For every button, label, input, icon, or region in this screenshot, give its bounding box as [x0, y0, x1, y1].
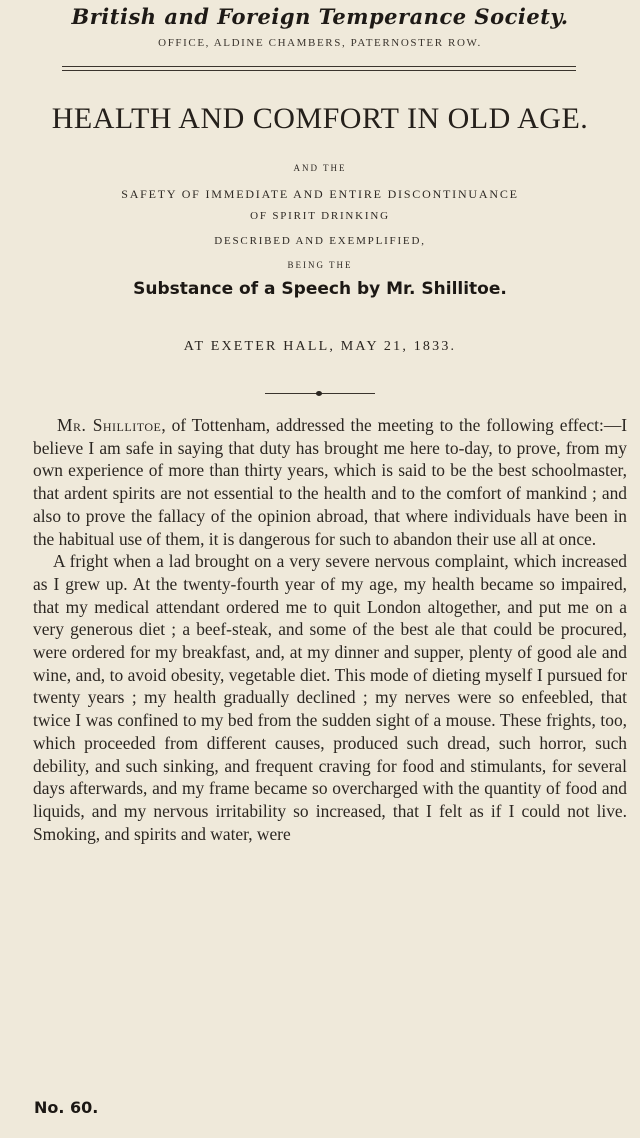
paragraph-1-text: , of Tottenham, addressed the meeting to the following effect:—I believe I am safe in saying that duty has brought me here to-day, to prove, from my own experience of more than thirty years, which is said to be the best schoolmaster, that ardent spirits are not essential to the health and to the comfort of mankind ; and also to prove the fallacy of the opinion abroad, that where individuals have been in the habitual use of them, it is dangerous for such to abandon their use all at once.	[33, 415, 627, 549]
tract-number: No. 60.	[34, 1098, 99, 1117]
speaker-name: Mr. Shillitoe	[57, 415, 162, 435]
office-address: OFFICE, ALDINE CHAMBERS, PATERNOSTER ROW.	[158, 37, 482, 49]
double-rule-divider	[62, 66, 576, 71]
place-and-date: AT EXETER HALL, MAY 21, 1833.	[183, 339, 457, 354]
subtitle-and-the: AND THE	[293, 163, 347, 173]
divider-ornament-dot	[316, 391, 322, 396]
subtitle-being-the: BEING THE	[287, 260, 353, 270]
page-title: HEALTH AND COMFORT IN OLD AGE.	[51, 102, 589, 135]
speech-body	[33, 414, 627, 845]
subtitle-line-3: DESCRIBED AND EXEMPLIFIED,	[214, 235, 426, 247]
subtitle-line-2: OF SPIRIT DRINKING	[250, 210, 390, 222]
speech-heading: Substance of a Speech by Mr. Shillitoe.	[133, 279, 507, 299]
subtitle-line-1: SAFETY OF IMMEDIATE AND ENTIRE DISCONTINUANCE	[121, 187, 519, 201]
paragraph-1	[33, 414, 627, 550]
society-name: British and Foreign Temperance Society.	[71, 4, 569, 29]
paragraph-2: A fright when a lad brought on a very severe nervous complaint, which increased as I grew up. At the twenty-fourth year of my age, my health became so impaired, that my medical attendant ordered me to quit London altogether, and put me on a very generous diet ; a beef-steak, and some of the best ale that could be procured, were ordered for my breakfast, and, at my dinner and supper, plenty of good ale and wine, and, to avoid obesity, vegetable diet. This mode of dieting myself I pursued for twenty years ; my health gradually declined ; my nerves were so enfeebled, that twice I was confined to my bed from the sudden sight of a mouse. These frights, too, which proceeded from different causes, produced such dread, such horror, such debility, and such sinking, and frequent craving for food and stimulants, for several days afterwards, and my frame became so overcharged with the quantity of food and liquids, and my nervous irritability so increased, that I felt as if I could not live. Smoking, and spirits and water, were	[33, 551, 627, 844]
